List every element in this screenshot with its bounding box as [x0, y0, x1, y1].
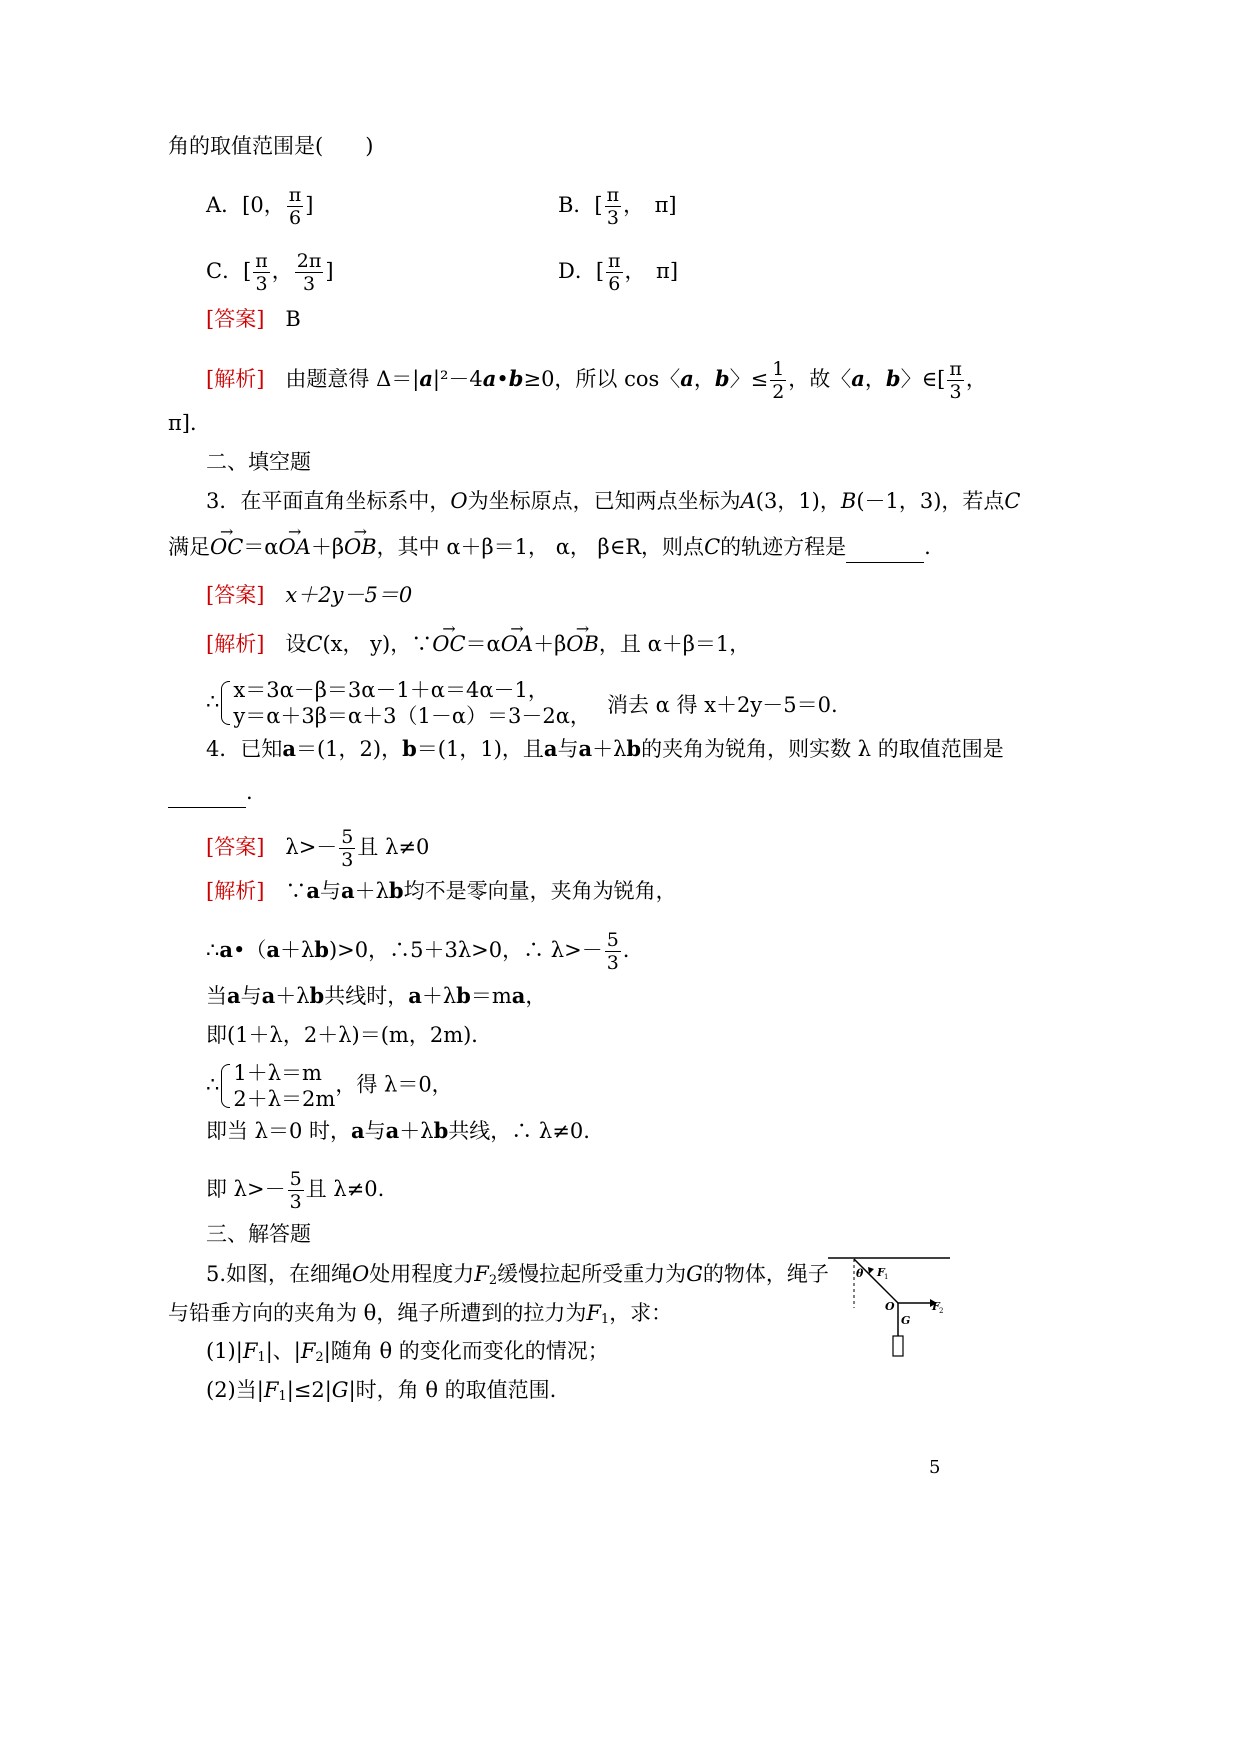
f1-arrowhead: [868, 1267, 874, 1274]
analysis-tag: [解析]: [206, 632, 265, 656]
rope-line: [854, 1259, 898, 1303]
equation-system: 1＋λ＝m 2＋λ＝2m: [219, 1060, 335, 1112]
f2-subscript: 2: [939, 1307, 944, 1315]
q4-stem-line2: .: [168, 777, 253, 808]
q3-answer-blank: [846, 532, 924, 563]
q2-option-d: D．[ $\frac{\pi}{6}$ ， π]: [558, 250, 679, 295]
q2-analysis: [解析] 由题意得 Δ＝|a|²－4a•b≥0，所以 cos〈a，b〉≤ $\frac{1}{2}$ ，故〈a，b〉∈[ $\frac{\pi}{3}$ ，: [206, 358, 987, 403]
f1-subscript: 1: [884, 1273, 889, 1281]
q2-stem-tail: 角的取值范围是( ): [168, 134, 374, 158]
o-label: O: [885, 1300, 895, 1313]
vector-oa: → OA: [278, 532, 310, 562]
q4-stem-line1: 4．已知a＝(1，2)，b＝(1，1)，且a与a＋λb的夹角为锐角，则实数 λ 的取值范围是: [206, 736, 1004, 761]
q4-analysis-line4: 即(1＋λ，2＋λ)＝(m，2m)．: [206, 1023, 493, 1047]
force-diagram-figure: [824, 1250, 954, 1362]
q3-analysis-line1: [解析] 设C(x， y)，∵→ OC＝α→ OA＋β→ OB，且 α＋β＝1，: [206, 629, 750, 659]
analysis-tag: [解析]: [206, 367, 265, 391]
q4-analysis-line7: 即 λ>－ $\frac{5}{3}$ 且 λ≠0.: [206, 1168, 385, 1213]
g-label: G: [901, 1314, 911, 1327]
section-solve-heading: 三、解答题: [206, 1222, 311, 1246]
answer-tag: [答案]: [206, 835, 265, 859]
q4-analysis-line6: 即当 λ＝0 时，a与a＋λb共线，∴ λ≠0.: [206, 1118, 590, 1143]
equation-system: x＝3α－β＝3α－1＋α＝4α－1， y＝α＋3β＝α＋3（1－α）＝3－2α，: [219, 677, 591, 729]
q5-part2: (2)当$|F_1|\le 2|G|$时，角 θ 的取值范围.: [206, 1378, 557, 1404]
q3-answer: [答案] x＋2y－5＝0: [206, 583, 413, 607]
q5-stem-line1: 5.如图，在细绳O处用程度力$F_2$缓慢拉起所受重力为G的物体，绳子: [206, 1262, 829, 1288]
q3-analysis-conclusion: 消去 α 得 x＋2y－5＝0.: [607, 693, 838, 717]
f1-label: F: [877, 1266, 885, 1279]
q2-option-c: C．[ $\frac{\pi}{3}$ ， $\frac{2\pi}{3}$ ]: [206, 250, 334, 295]
q4-answer-blank: [168, 777, 246, 808]
answer-tag: [答案]: [206, 307, 265, 331]
hanging-object: [893, 1336, 903, 1356]
q2-option-a: A．[0， $\frac{\pi}{6}$ ]: [206, 184, 314, 229]
section-fill-in-heading: 二、填空题: [206, 450, 311, 474]
q4-analysis-line2: ∴a•（a＋λb)>0，∴5＋3λ>0，∴ λ>－ $\frac{5}{3}$ .: [206, 929, 630, 974]
q3-stem-line1: 3．在平面直角坐标系中，O为坐标原点，已知两点坐标为A(3，1)，B(－1，3)，若点C: [206, 489, 1021, 513]
answer-tag: [答案]: [206, 583, 265, 607]
page-number: 5: [929, 1457, 941, 1478]
q3-stem-line2: 满足→ OC＝α→ OA＋β→ OB，其中 α＋β＝1， α， β∈R，则点C的轨迹方程是 .: [168, 532, 931, 563]
analysis-tag: [解析]: [206, 879, 265, 903]
q5-stem-line2: 与铅垂方向的夹角为 θ，绳子所遭到的拉力为$F_1$，求：: [168, 1301, 673, 1327]
q2-option-b: B．[ $\frac{\pi}{3}$ ， π]: [558, 184, 677, 229]
q2-analysis-line2: π]．: [168, 411, 211, 435]
q2-answer: [答案] B: [206, 307, 301, 331]
q4-analysis-system: ∴ 1＋λ＝m 2＋λ＝2m ，得 λ＝0，: [206, 1061, 453, 1111]
f2-label: F: [932, 1300, 940, 1313]
q3-analysis-system: ∴ x＝3α－β＝3α－1＋α＝4α－1， y＝α＋3β＝α＋3（1－α）＝3－2α，: [206, 678, 591, 728]
q4-analysis-line1: [解析] ∵a与a＋λb均不是零向量，夹角为锐角，: [206, 878, 677, 903]
q4-answer: [答案] λ>－ $\frac{5}{3}$ 且 λ≠0: [206, 826, 430, 871]
theta-label: θ: [856, 1267, 864, 1280]
q5-part1: $(1)|F_1|$、$|F_2|$随角 θ 的变化而变化的情况；: [206, 1339, 609, 1365]
vector-ob: → OB: [344, 532, 377, 562]
vector-oc: → OC: [210, 532, 243, 562]
q4-analysis-line3: 当a与a＋λb共线时，a＋λb＝ma，: [206, 983, 547, 1008]
